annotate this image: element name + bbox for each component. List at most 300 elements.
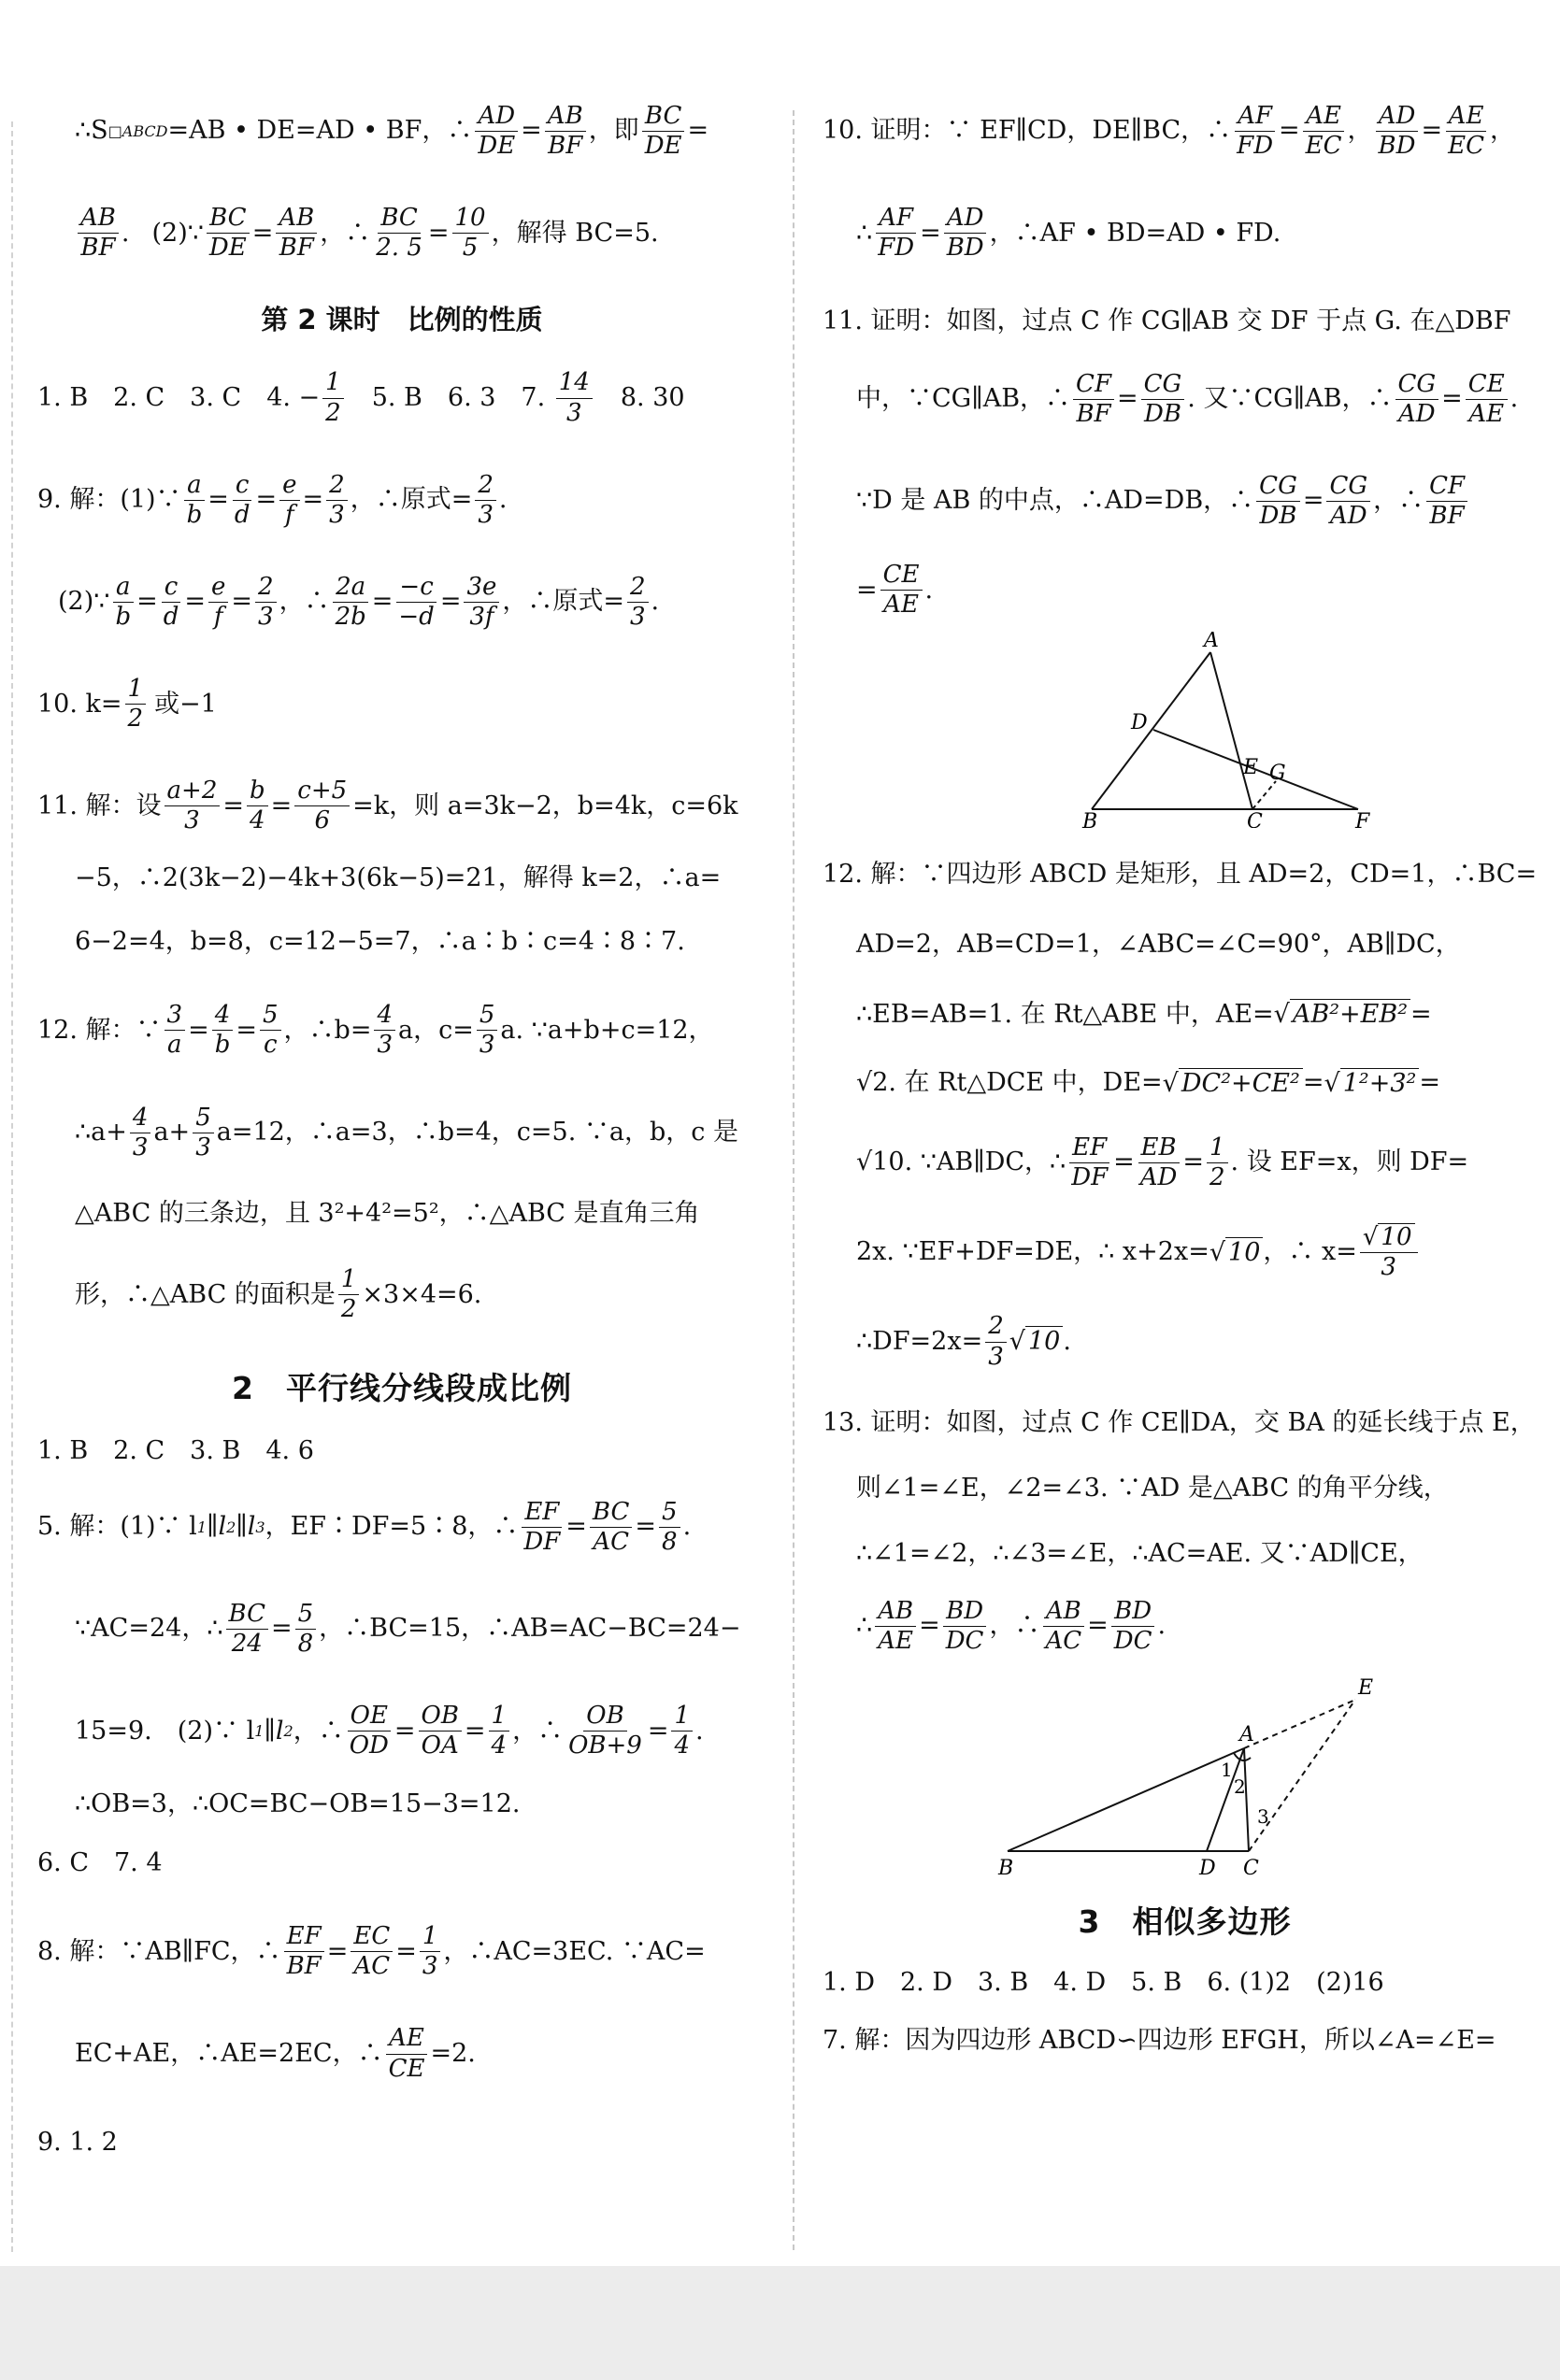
label-3: 3 bbox=[1256, 1805, 1269, 1829]
text: (2)∵ bbox=[58, 587, 110, 617]
text: 或−1 bbox=[154, 689, 217, 719]
question-11-line-1 bbox=[823, 306, 1547, 336]
question-9-line-2 bbox=[58, 574, 766, 631]
question-11-line-1 bbox=[37, 777, 766, 834]
label-G: G bbox=[1268, 762, 1286, 786]
denominator: 3 bbox=[478, 500, 494, 529]
numerator: c bbox=[233, 472, 252, 501]
numerator: 2 bbox=[627, 574, 649, 603]
denominator: AC bbox=[1045, 1626, 1082, 1655]
numerator: 2 bbox=[255, 574, 277, 603]
fraction bbox=[475, 472, 496, 529]
answers-line bbox=[823, 1968, 1547, 1998]
text: =AB • DE=AD • BF，∴ bbox=[167, 116, 473, 146]
text: a=12，∴a=3，∴b=4，c=5. ∵a，b，c 是 bbox=[216, 1117, 738, 1147]
text: 11. 证明：如图，过点 C 作 CG∥AB 交 DF 于点 G. 在△DBF bbox=[823, 306, 1511, 336]
fraction bbox=[1207, 1134, 1228, 1191]
denominator: AD bbox=[1139, 1163, 1178, 1192]
fraction bbox=[1111, 1598, 1155, 1655]
denominator: 4 bbox=[674, 1732, 691, 1760]
denominator: 3 bbox=[1381, 1253, 1396, 1282]
question-12-line-4 bbox=[856, 1068, 1547, 1099]
denominator: 24 bbox=[231, 1630, 263, 1659]
fraction bbox=[212, 1002, 234, 1059]
equals: = bbox=[222, 791, 244, 820]
denominator: b bbox=[214, 1031, 231, 1060]
s2-question-5-line-1 bbox=[37, 1499, 766, 1556]
segment-CG bbox=[1252, 781, 1276, 809]
segment-AC bbox=[1244, 1748, 1249, 1851]
radicand: AB²+EB² bbox=[1290, 999, 1410, 1030]
text: 13. 证明：如图，过点 C 作 CE∥DA，交 BA 的延长线于点 E， bbox=[823, 1407, 1536, 1437]
question-12-line-2 bbox=[856, 930, 1547, 960]
text: 10. ∵AB∥DC，∴ bbox=[872, 1147, 1066, 1177]
denominator: 4 bbox=[250, 806, 265, 835]
numerator: AB bbox=[875, 1598, 916, 1627]
equals: = bbox=[184, 587, 206, 617]
question-label: 12. 解：∵ bbox=[37, 1015, 162, 1045]
numerator: 2 bbox=[985, 1313, 1007, 1342]
text: ，EF∶DF=5∶8，∴ bbox=[265, 1512, 519, 1542]
text: ，∴BC=15，∴AB=AC−BC=24− bbox=[319, 1614, 741, 1644]
equals: = bbox=[251, 218, 274, 248]
equals: = bbox=[1302, 1068, 1324, 1098]
denominator: OB+9 bbox=[568, 1732, 642, 1760]
answers-line bbox=[37, 1436, 766, 1466]
numerator: 3e bbox=[464, 574, 499, 603]
label-C: C bbox=[1246, 810, 1263, 829]
fraction bbox=[659, 1499, 680, 1556]
fraction bbox=[627, 574, 649, 631]
question-13-line-1 bbox=[823, 1408, 1547, 1438]
text: ，∴AF • BD=AD • FD. bbox=[989, 218, 1281, 248]
sqrt: √ AB²+EB² bbox=[1274, 999, 1410, 1030]
text: ， bbox=[1490, 116, 1515, 146]
numerator: 3 bbox=[165, 1002, 186, 1031]
equals: = bbox=[565, 1512, 587, 1542]
equals: = bbox=[1410, 999, 1432, 1029]
text: (2)∵ bbox=[151, 218, 204, 248]
text: ，∴AC=3EC. ∵AC= bbox=[443, 1936, 706, 1966]
denominator: 2 bbox=[340, 1295, 357, 1324]
label-B: B bbox=[1081, 810, 1097, 829]
label-E: E bbox=[1357, 1676, 1373, 1701]
equals: = bbox=[439, 587, 462, 617]
fraction bbox=[78, 205, 119, 262]
question-11-line-4 bbox=[856, 562, 1547, 619]
question-12-line-6 bbox=[856, 1223, 1547, 1281]
label-2: 2 bbox=[1233, 1775, 1246, 1799]
text: ∥l bbox=[207, 1512, 227, 1542]
fraction bbox=[130, 1104, 151, 1161]
fraction bbox=[351, 1923, 393, 1980]
text: △ABC 的三条边，且 3²+4²=5²，∴△ABC 是直角三角 bbox=[75, 1198, 700, 1228]
fraction bbox=[1234, 103, 1276, 160]
label-B: B bbox=[997, 1857, 1013, 1880]
denominator: 3 bbox=[258, 602, 274, 631]
s2-question-5-line-4 bbox=[75, 1789, 766, 1819]
question-label: 8. 解：∵AB∥FC，∴ bbox=[37, 1936, 281, 1966]
denominator: 5 bbox=[462, 234, 479, 263]
denominator: f bbox=[285, 500, 294, 529]
denominator: 3 bbox=[630, 602, 646, 631]
text: ×3×4=6. bbox=[362, 1279, 482, 1309]
numerator: c bbox=[162, 574, 181, 603]
denominator: a bbox=[167, 1031, 182, 1060]
question-12-line-2 bbox=[75, 1104, 766, 1161]
text: . bbox=[1510, 384, 1519, 414]
numerator: AE bbox=[1303, 103, 1344, 132]
equals: = bbox=[1087, 1611, 1109, 1641]
denominator: EC bbox=[1448, 132, 1484, 161]
numerator: 1 bbox=[671, 1703, 693, 1732]
numerator: BC bbox=[378, 205, 420, 234]
equals: = bbox=[1421, 116, 1443, 146]
label-A: A bbox=[1203, 632, 1219, 653]
numerator: 5 bbox=[260, 1002, 281, 1031]
fraction bbox=[1326, 473, 1370, 530]
text: ∥l bbox=[264, 1716, 284, 1746]
numerator: 5 bbox=[477, 1002, 498, 1031]
text: . bbox=[498, 485, 508, 515]
text: ∴DF=2x= bbox=[856, 1326, 983, 1356]
label-C: C bbox=[1242, 1857, 1259, 1880]
text: ∴EB=AB=1. 在 Rt△ABE 中，AE= bbox=[856, 999, 1274, 1029]
fraction bbox=[207, 205, 250, 262]
fraction bbox=[1073, 371, 1114, 428]
fraction bbox=[565, 1703, 645, 1760]
numerator: 2a bbox=[333, 574, 368, 603]
text: ∥l bbox=[236, 1512, 256, 1542]
text: ∵D 是 AB 的中点，∴AD=DB，∴ bbox=[856, 486, 1254, 516]
numerator: AD bbox=[475, 103, 518, 132]
denominator: 2b bbox=[335, 602, 366, 631]
fraction bbox=[326, 472, 348, 529]
text: . bbox=[924, 575, 934, 605]
subscript: 3 bbox=[255, 1518, 265, 1536]
denominator: 3f bbox=[469, 602, 494, 631]
denominator: DB bbox=[1143, 399, 1181, 428]
fraction bbox=[1042, 1598, 1084, 1655]
fraction bbox=[247, 777, 268, 834]
denominator: 3 bbox=[566, 398, 582, 427]
sqrt: √ bbox=[856, 1147, 873, 1177]
fraction bbox=[545, 103, 586, 160]
radicand: 10 bbox=[1225, 1237, 1263, 1268]
question-12-line-3 bbox=[856, 999, 1547, 1030]
denominator: 6 bbox=[314, 806, 330, 835]
equals: = bbox=[427, 218, 450, 248]
label-F: F bbox=[1354, 810, 1369, 829]
text: =k，则 a=3k−2，b=4k，c=6k bbox=[352, 791, 738, 820]
text: ，∴ bbox=[293, 1716, 344, 1746]
equals: = bbox=[1116, 384, 1138, 414]
fraction bbox=[875, 205, 917, 262]
question-13-line-4 bbox=[856, 1598, 1547, 1655]
equals: = bbox=[521, 116, 542, 146]
text: . bbox=[695, 1716, 704, 1746]
text: . bbox=[651, 587, 660, 617]
numerator: AD bbox=[944, 205, 987, 234]
numerator: AB bbox=[78, 205, 119, 234]
fraction bbox=[452, 205, 489, 262]
fraction bbox=[1138, 1134, 1181, 1191]
segment-AC bbox=[1210, 652, 1252, 809]
numerator: 2 bbox=[475, 472, 496, 501]
numerator: a+2 bbox=[165, 777, 221, 806]
denominator: 8 bbox=[297, 1630, 314, 1659]
equals: = bbox=[255, 485, 278, 515]
fraction bbox=[1376, 103, 1419, 160]
equals: = bbox=[394, 1716, 416, 1746]
denominator: DC bbox=[945, 1626, 984, 1655]
answers-line bbox=[37, 369, 766, 426]
denominator: −d bbox=[398, 602, 435, 631]
radicand: 10 bbox=[1025, 1326, 1063, 1357]
section-heading: 2 平行线分线段成比例 bbox=[232, 1370, 572, 1407]
denominator: c bbox=[263, 1031, 278, 1060]
numerator: 5 bbox=[193, 1104, 214, 1133]
question-13-line-3 bbox=[856, 1539, 1547, 1569]
text: ∴ bbox=[856, 218, 873, 248]
numerator: BD bbox=[1111, 1598, 1154, 1627]
denominator: 3 bbox=[184, 806, 200, 835]
equals: = bbox=[1419, 1068, 1440, 1098]
fraction bbox=[489, 1703, 510, 1760]
denominator: CE bbox=[388, 2054, 425, 2083]
numerator: 1 bbox=[489, 1703, 510, 1732]
question-label: 9. 解：(1)∵ bbox=[37, 485, 181, 515]
denominator: AC bbox=[353, 1952, 391, 1981]
numerator: 5 bbox=[659, 1499, 680, 1528]
text: ∴∠1=∠2，∴∠3=∠E，∴AC=AE. 又∵AD∥CE， bbox=[856, 1539, 1424, 1569]
numerator: 4 bbox=[212, 1002, 234, 1031]
denominator: 8 bbox=[662, 1527, 678, 1556]
formula-line bbox=[75, 103, 766, 160]
text: EC+AE，∴AE=2EC，∴ bbox=[75, 2038, 383, 2068]
denominator: 3 bbox=[132, 1133, 149, 1161]
fraction bbox=[295, 1601, 317, 1658]
denominator: b bbox=[115, 602, 132, 631]
fraction bbox=[464, 574, 499, 631]
denominator: f bbox=[213, 602, 223, 631]
denominator: BF bbox=[80, 234, 116, 263]
denominator: BF bbox=[286, 1952, 322, 1981]
fraction bbox=[165, 1002, 186, 1059]
denominator: d bbox=[234, 500, 250, 529]
text: a. ∵a+b+c=12， bbox=[500, 1015, 714, 1045]
s3-question-7-line bbox=[823, 2026, 1547, 2056]
fraction bbox=[1466, 371, 1508, 428]
equals: = bbox=[236, 1015, 257, 1045]
denominator: 2 bbox=[1209, 1163, 1225, 1192]
numerator: EF bbox=[522, 1499, 562, 1528]
answers: 8. 30 bbox=[594, 382, 685, 412]
numerator: AB bbox=[1043, 1598, 1084, 1627]
triangle-figure-q13 bbox=[989, 1664, 1381, 1879]
numerator: AF bbox=[876, 205, 916, 234]
equals: = bbox=[920, 218, 941, 248]
fraction bbox=[347, 1703, 392, 1760]
text: a+ bbox=[153, 1117, 191, 1147]
question-12-line-7 bbox=[856, 1313, 1547, 1370]
text: ，∴原式= bbox=[502, 587, 624, 617]
numerator: OE bbox=[348, 1703, 391, 1732]
numerator: AE bbox=[1446, 103, 1487, 132]
text: ，∴ bbox=[320, 218, 371, 248]
radicand: DC²+CE² bbox=[1179, 1068, 1303, 1099]
numerator: e bbox=[208, 574, 228, 603]
equals: = bbox=[1113, 1147, 1135, 1177]
question-9-line-1 bbox=[37, 472, 766, 529]
text: . bbox=[1157, 1611, 1166, 1641]
text: 形，∴△ABC 的面积是 bbox=[75, 1279, 336, 1309]
numerator: CG bbox=[1141, 371, 1185, 400]
question-12-line-3 bbox=[75, 1199, 766, 1229]
fraction bbox=[165, 777, 221, 834]
denominator: AD bbox=[1329, 502, 1367, 531]
column-divider bbox=[793, 110, 794, 2250]
fraction bbox=[420, 1923, 441, 1980]
fraction bbox=[333, 574, 369, 631]
denominator: 3 bbox=[422, 1952, 438, 1981]
fraction bbox=[880, 562, 923, 619]
denominator: b bbox=[186, 500, 203, 529]
numerator: AB bbox=[276, 205, 317, 234]
denominator: 2. 5 bbox=[376, 234, 422, 263]
equals: = bbox=[856, 575, 878, 605]
text: . bbox=[1063, 1326, 1071, 1356]
numerator: 1 bbox=[420, 1923, 441, 1952]
right-column bbox=[823, 103, 1547, 2057]
denominator: DC bbox=[1113, 1626, 1152, 1655]
fraction bbox=[1426, 473, 1467, 530]
question-label: 5. 解：(1)∵ l bbox=[37, 1512, 197, 1542]
numerator bbox=[1360, 1223, 1418, 1253]
denominator: FD bbox=[1237, 132, 1274, 161]
label-1: 1 bbox=[1220, 1759, 1233, 1782]
equals: = bbox=[270, 791, 293, 820]
fraction bbox=[374, 1002, 395, 1059]
text: ，即 bbox=[588, 116, 639, 146]
fraction bbox=[294, 777, 350, 834]
numerator: 2 bbox=[326, 472, 348, 501]
fraction bbox=[521, 1499, 563, 1556]
denominator: AE bbox=[883, 591, 919, 620]
fraction bbox=[642, 103, 685, 160]
text: ，∴原式= bbox=[350, 485, 473, 515]
segment-AB bbox=[1092, 652, 1210, 809]
fraction bbox=[276, 205, 317, 262]
denominator: DE bbox=[478, 132, 516, 161]
numerator: 1 bbox=[322, 369, 344, 398]
numerator: EB bbox=[1138, 1134, 1180, 1163]
denominator: 3 bbox=[329, 500, 345, 529]
denominator: 3 bbox=[479, 1031, 495, 1060]
denominator: BF bbox=[548, 132, 583, 161]
text: . bbox=[682, 1512, 692, 1542]
fraction bbox=[1068, 1134, 1110, 1191]
segment-BA bbox=[1008, 1748, 1244, 1851]
equals: = bbox=[1279, 116, 1300, 146]
denominator: 4 bbox=[491, 1732, 508, 1760]
label-D: D bbox=[1130, 711, 1148, 735]
denominator: AE bbox=[878, 1626, 914, 1655]
numerator: 14 bbox=[556, 369, 593, 398]
equals: = bbox=[635, 1512, 657, 1542]
answers: 1. D 2. D 3. B 4. D 5. B 6. (1)2 (2)16 bbox=[823, 1968, 1384, 1998]
left-column bbox=[37, 103, 766, 2158]
sqrt: √ bbox=[856, 1068, 873, 1098]
equals: = bbox=[231, 587, 253, 617]
section-heading: 3 相似多边形 bbox=[1078, 1903, 1292, 1941]
text: ∴ bbox=[856, 1611, 873, 1641]
text: 中，∵CG∥AB，∴ bbox=[856, 384, 1071, 414]
denominator: BD bbox=[946, 234, 984, 263]
text: 15=9. (2)∵ l bbox=[75, 1716, 255, 1746]
numerator: 5 bbox=[295, 1601, 317, 1630]
fraction bbox=[944, 205, 987, 262]
denominator: FD bbox=[878, 234, 915, 263]
fraction bbox=[161, 574, 182, 631]
question-11-line-3 bbox=[856, 473, 1547, 530]
s2-question-8-line-2 bbox=[75, 2025, 766, 2082]
question-11-line-2 bbox=[856, 371, 1547, 428]
denominator: 3 bbox=[377, 1031, 393, 1060]
label-A: A bbox=[1238, 1723, 1254, 1747]
text: ，∴ bbox=[279, 587, 330, 617]
numerator: AB bbox=[545, 103, 586, 132]
answers: 5. B 6. 3 7. bbox=[346, 382, 553, 412]
question-label: 10. 证明：∵ EF∥CD，DE∥BC，∴ bbox=[823, 116, 1232, 146]
fraction bbox=[184, 472, 206, 529]
page-edge-line bbox=[11, 121, 13, 2252]
denominator: DF bbox=[1071, 1163, 1109, 1192]
subscript: 1 bbox=[254, 1722, 265, 1741]
text: . 设 EF=x，则 DF= bbox=[1230, 1147, 1469, 1177]
numerator: BC bbox=[642, 103, 684, 132]
text: ∵AC=24，∴ bbox=[75, 1614, 223, 1644]
fraction bbox=[260, 1002, 281, 1059]
question-12-line-4 bbox=[75, 1266, 766, 1323]
numerator: CG bbox=[1326, 473, 1370, 502]
numerator: EF bbox=[284, 1923, 324, 1952]
denominator: d bbox=[163, 602, 179, 631]
numerator: CE bbox=[880, 562, 923, 591]
fraction bbox=[419, 1703, 462, 1760]
fraction bbox=[373, 205, 425, 262]
sqrt: √ 10 bbox=[1209, 1237, 1264, 1268]
subscript: 2 bbox=[226, 1518, 236, 1536]
equals: = bbox=[1441, 384, 1463, 414]
question-12-line-1 bbox=[37, 1002, 766, 1059]
text: 则∠1=∠E，∠2=∠3. ∵AD 是△ABC 的角平分线， bbox=[856, 1474, 1449, 1504]
denominator: 3 bbox=[988, 1342, 1004, 1371]
text: ∴OB=3，∴OC=BC−OB=15−3=12. bbox=[75, 1789, 521, 1819]
fraction bbox=[125, 676, 147, 733]
equals: = bbox=[395, 1936, 417, 1966]
fraction bbox=[1256, 473, 1300, 530]
denominator: OA bbox=[421, 1732, 459, 1760]
numerator: BD bbox=[943, 1598, 986, 1627]
equals: = bbox=[371, 587, 394, 617]
denominator: BF bbox=[1076, 399, 1111, 428]
fraction bbox=[193, 1104, 214, 1161]
answers: 9. 1. 2 bbox=[37, 2127, 118, 2157]
question-12-line-1 bbox=[823, 860, 1547, 890]
radicand: 10 bbox=[1378, 1223, 1414, 1251]
fraction bbox=[1395, 371, 1439, 428]
